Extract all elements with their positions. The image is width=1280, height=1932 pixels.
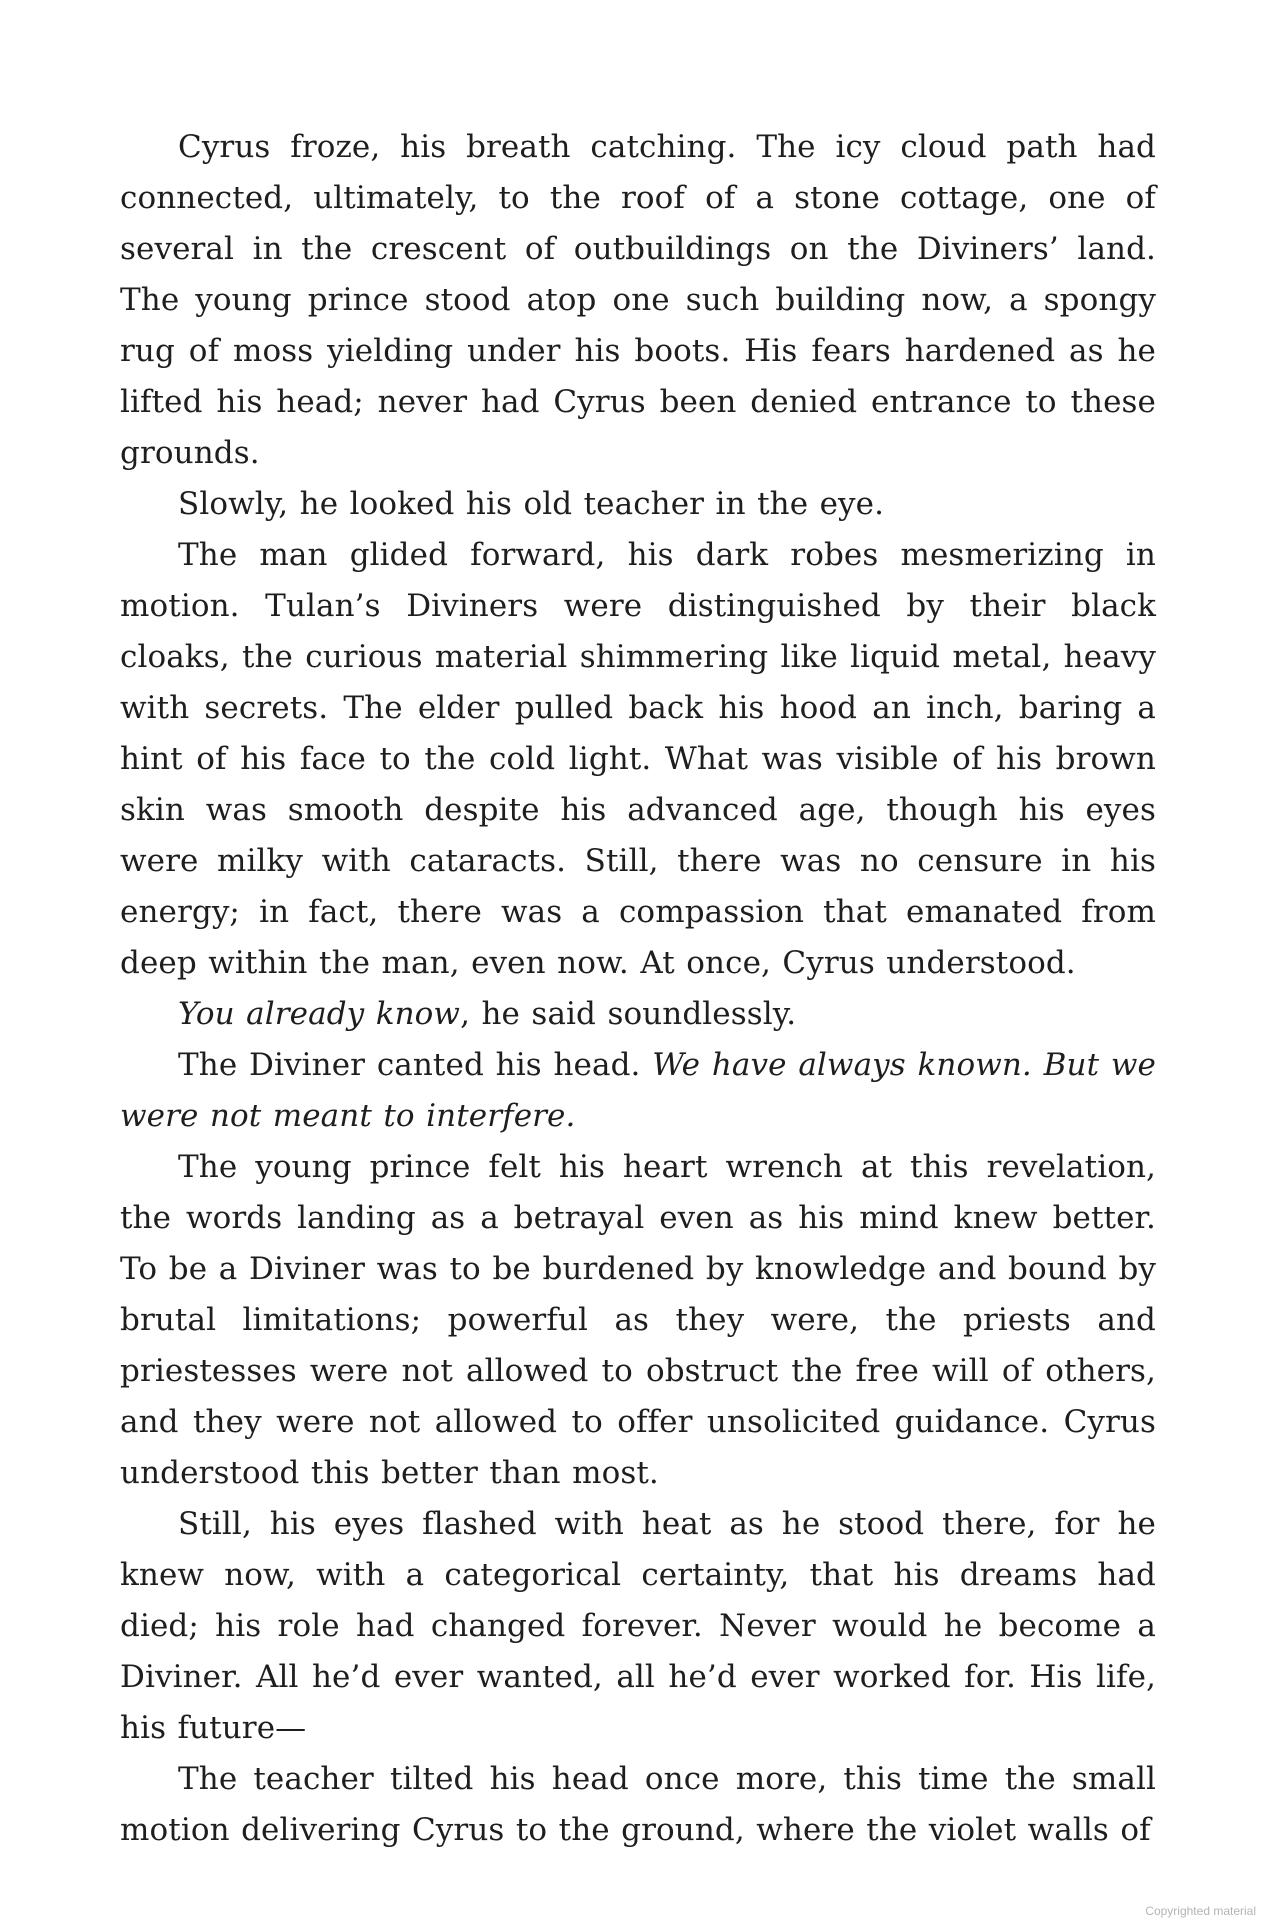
paragraph: [120, 1142, 1156, 1499]
text-run: The young prince felt his heart wrench at this revelation, the words landing as a betrayal even as his mind knew better. To be a Diviner was to be burdened by knowledge and bound by brutal limitations; powerful as they were, the priests and priestesses were not allowed to obstruct the free will of others, and they were not allowed to offer unsolicited guidance. Cyrus understood this better than most.: [120, 1149, 1156, 1491]
italic-thought: You already know: [178, 996, 461, 1032]
paragraph: [120, 1754, 1156, 1856]
text-run: Cyrus froze, his breath catching. The icy cloud path had connected, ultimately, to the roof of a stone cottage, one of several in the crescent of outbuildings on the Diviners’ land. The young prince stood atop one such building now, a spongy rug of moss yielding under his boots. His fears hardened as he lifted his head; never had Cyrus been denied entrance to these grounds.: [120, 129, 1156, 471]
paragraph: [120, 479, 1156, 530]
text-run: Slowly, he looked his old teacher in the eye.: [178, 486, 885, 522]
paragraph: [120, 530, 1156, 989]
copyright-watermark: Copyrighted material: [1145, 1904, 1256, 1918]
text-run: The man glided forward, his dark robes mesmerizing in motion. Tulan’s Diviners were distinguished by their black cloaks, the curious material shimmering like liquid metal, heavy with secrets. The elder pulled back his hood an inch, baring a hint of his face to the cold light. What was visible of his brown skin was smooth despite his advanced age, though his eyes were milky with cataracts. Still, there was no censure in his energy; in fact, there was a compassion that emanated from deep within the man, even now. At once, Cyrus understood.: [120, 537, 1156, 981]
text-run: The Diviner canted his head.: [178, 1047, 653, 1083]
paragraph: [120, 122, 1156, 479]
text-run: , he said soundlessly.: [460, 996, 797, 1032]
italic-thought: We have always known. But we were not meant to interfere.: [120, 1047, 1156, 1134]
paragraph: [120, 989, 1156, 1040]
paragraph: [120, 1040, 1156, 1142]
paragraph: [120, 1499, 1156, 1754]
text-run: Still, his eyes flashed with heat as he stood there, for he knew now, with a categorical certainty, that his dreams had died; his role had changed forever. Never would he become a Diviner. All he’d ever wanted, all he’d ever worked for. His life, his future—: [120, 1506, 1156, 1746]
page-body-text: [120, 122, 1156, 1856]
text-run: The teacher tilted his head once more, this time the small motion delivering Cyrus to the ground, where the violet walls of: [120, 1761, 1156, 1848]
